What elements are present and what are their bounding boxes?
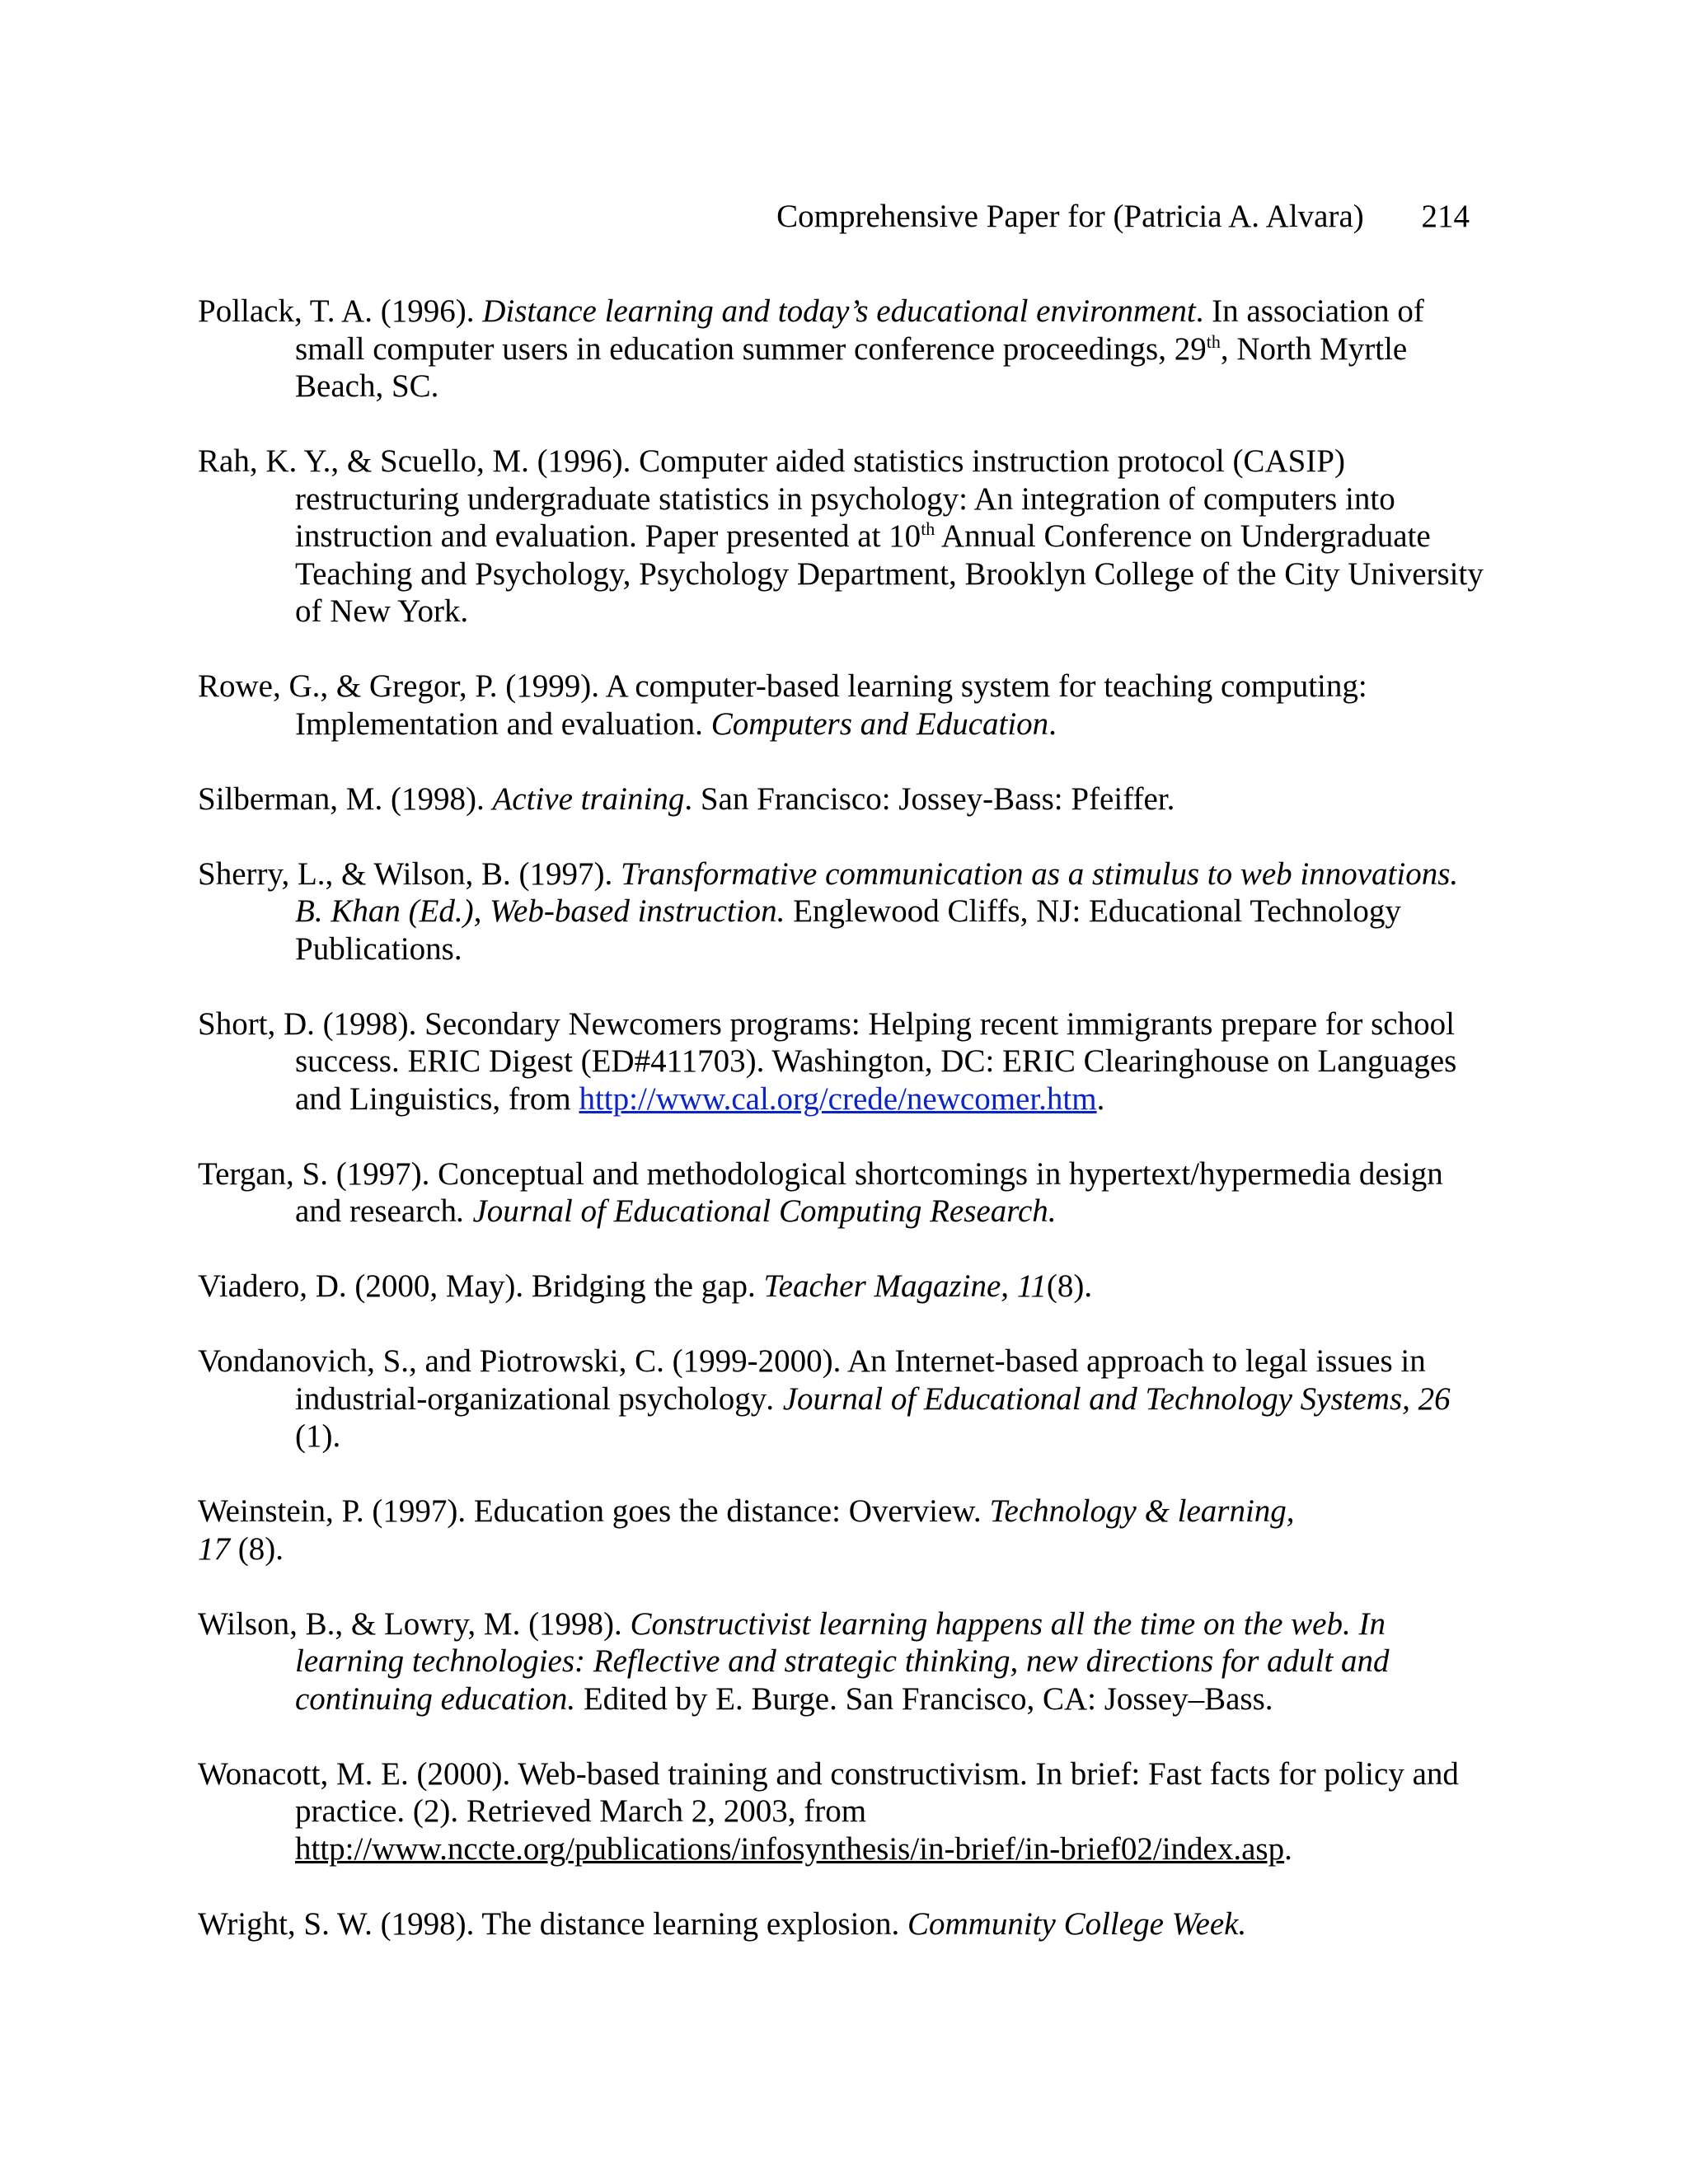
ref-text: , North Myrtle Beach, SC. bbox=[295, 330, 1408, 404]
ref-text: . bbox=[1284, 1830, 1292, 1867]
ref-superscript: th bbox=[921, 518, 935, 539]
reference-vondanovich bbox=[198, 1343, 1484, 1455]
ref-text: . bbox=[1048, 705, 1057, 742]
reference-pollack bbox=[198, 293, 1484, 405]
ref-source: . Journal of Educational and Technology Systems, 26 bbox=[767, 1380, 1451, 1417]
reference-rowe bbox=[198, 668, 1484, 743]
ref-text: Tergan, S. (1997). Conceptual and methodological shortcomings in hypertext/hypermedia design and research bbox=[198, 1155, 1443, 1229]
ref-text: Vondanovich, S., and Piotrowski, C. (1999-2000). An Internet-based approach to legal issues in industrial-organizational psychology bbox=[198, 1343, 1426, 1417]
ref-source: Technology & learning, bbox=[989, 1493, 1295, 1529]
ref-source: Computers and Education bbox=[710, 705, 1049, 742]
ref-title: Active training bbox=[492, 780, 685, 817]
ref-text: Rah, K. Y., & Scuello, M. (1996). Computer aided statistics instruction protocol (CASIP) restructuring undergraduate statistics in psychology: An integration of computers into instruction and evaluation. Paper presented at 10 bbox=[198, 443, 1395, 554]
reference-tergan bbox=[198, 1155, 1484, 1230]
ref-source: . Journal of Educational Computing Research. bbox=[456, 1193, 1057, 1229]
ref-text: Edited by E. Burge. San Francisco, CA: Jossey–Bass. bbox=[575, 1680, 1273, 1717]
ref-text: Viadero, D. (2000, May). Bridging the gap. bbox=[198, 1268, 764, 1304]
ref-text: . bbox=[1096, 1080, 1105, 1117]
reference-sherry bbox=[198, 855, 1484, 968]
reference-wonacott bbox=[198, 1755, 1484, 1868]
ref-continuation bbox=[198, 1530, 1484, 1568]
ref-text: Wonacott, M. E. (2000). Web-based training and constructivism. In brief: Fast facts for policy and practice. (2). Retrieved March 2, 2003, from bbox=[198, 1755, 1459, 1829]
ref-link[interactable]: http://www.cal.org/crede/newcomer.htm bbox=[579, 1080, 1097, 1117]
reference-rah bbox=[198, 443, 1484, 630]
ref-text: Silberman, M. (1998). bbox=[198, 780, 493, 817]
ref-text: Short, D. (1998). Secondary Newcomers programs: Helping recent immigrants prepare for school success. ERIC Digest (ED#411703). Washington, DC: ERIC Clearinghouse on Languages and Linguistics, from bbox=[198, 1005, 1457, 1117]
ref-title: Constructivist learning happens all the time on the web. In learning technologies: Reflective and strategic thinking, new directions for adult and continuing education. bbox=[295, 1605, 1390, 1717]
ref-text: (8). bbox=[230, 1530, 284, 1567]
ref-link[interactable]: http://www.nccte.org/publications/infosynthesis/in-brief/in-brief02/index.asp bbox=[295, 1830, 1285, 1867]
ref-text: Wright, S. W. (1998). The distance learning explosion. bbox=[198, 1905, 907, 1942]
ref-text: Pollack, T. A. (1996). bbox=[198, 293, 483, 329]
ref-text: Weinstein, P. (1997). Education goes the distance: Overview. bbox=[198, 1493, 990, 1529]
ref-text: Annual Conference on Undergraduate Teaching and Psychology, Psychology Department, Brooklyn College of the City University of New York. bbox=[295, 518, 1484, 629]
ref-source: Community College Week. bbox=[907, 1905, 1247, 1942]
ref-text: (8). bbox=[1046, 1268, 1093, 1304]
ref-text: Wilson, B., & Lowry, M. (1998). bbox=[198, 1605, 631, 1642]
ref-source: Teacher Magazine, 11 bbox=[763, 1268, 1047, 1304]
ref-title: Distance learning and today’s educational environment bbox=[482, 293, 1196, 329]
reference-short bbox=[198, 1005, 1484, 1118]
ref-text: Rowe, G., & Gregor, P. (1999). A computer-based learning system for teaching computing: Implementation and evaluation. bbox=[198, 668, 1367, 742]
ref-volume: 17 bbox=[198, 1530, 230, 1567]
reference-silberman bbox=[198, 780, 1484, 818]
ref-text: Englewood Cliffs, NJ: Educational Technology Publications. bbox=[295, 893, 1401, 967]
reference-weinstein bbox=[198, 1493, 1484, 1568]
reference-list bbox=[198, 293, 1484, 1980]
ref-text: Sherry, L., & Wilson, B. (1997). bbox=[198, 855, 621, 892]
ref-text: . San Francisco: Jossey-Bass: Pfeiffer. bbox=[684, 780, 1175, 817]
header-title: Comprehensive Paper for (Patricia A. Alvara) bbox=[776, 199, 1364, 234]
reference-viadero bbox=[198, 1268, 1484, 1305]
reference-wright bbox=[198, 1905, 1484, 1943]
page-number: 214 bbox=[1421, 199, 1470, 234]
ref-text: (1). bbox=[295, 1418, 341, 1454]
ref-superscript: th bbox=[1206, 330, 1221, 352]
running-header bbox=[776, 196, 1470, 237]
ref-text: . In association of small computer users in education summer conference proceedings, 29 bbox=[295, 293, 1424, 367]
ref-title: Transformative communication as a stimulus to web innovations. B. Khan (Ed.), Web-based instruction. bbox=[295, 855, 1459, 929]
reference-wilson bbox=[198, 1605, 1484, 1718]
